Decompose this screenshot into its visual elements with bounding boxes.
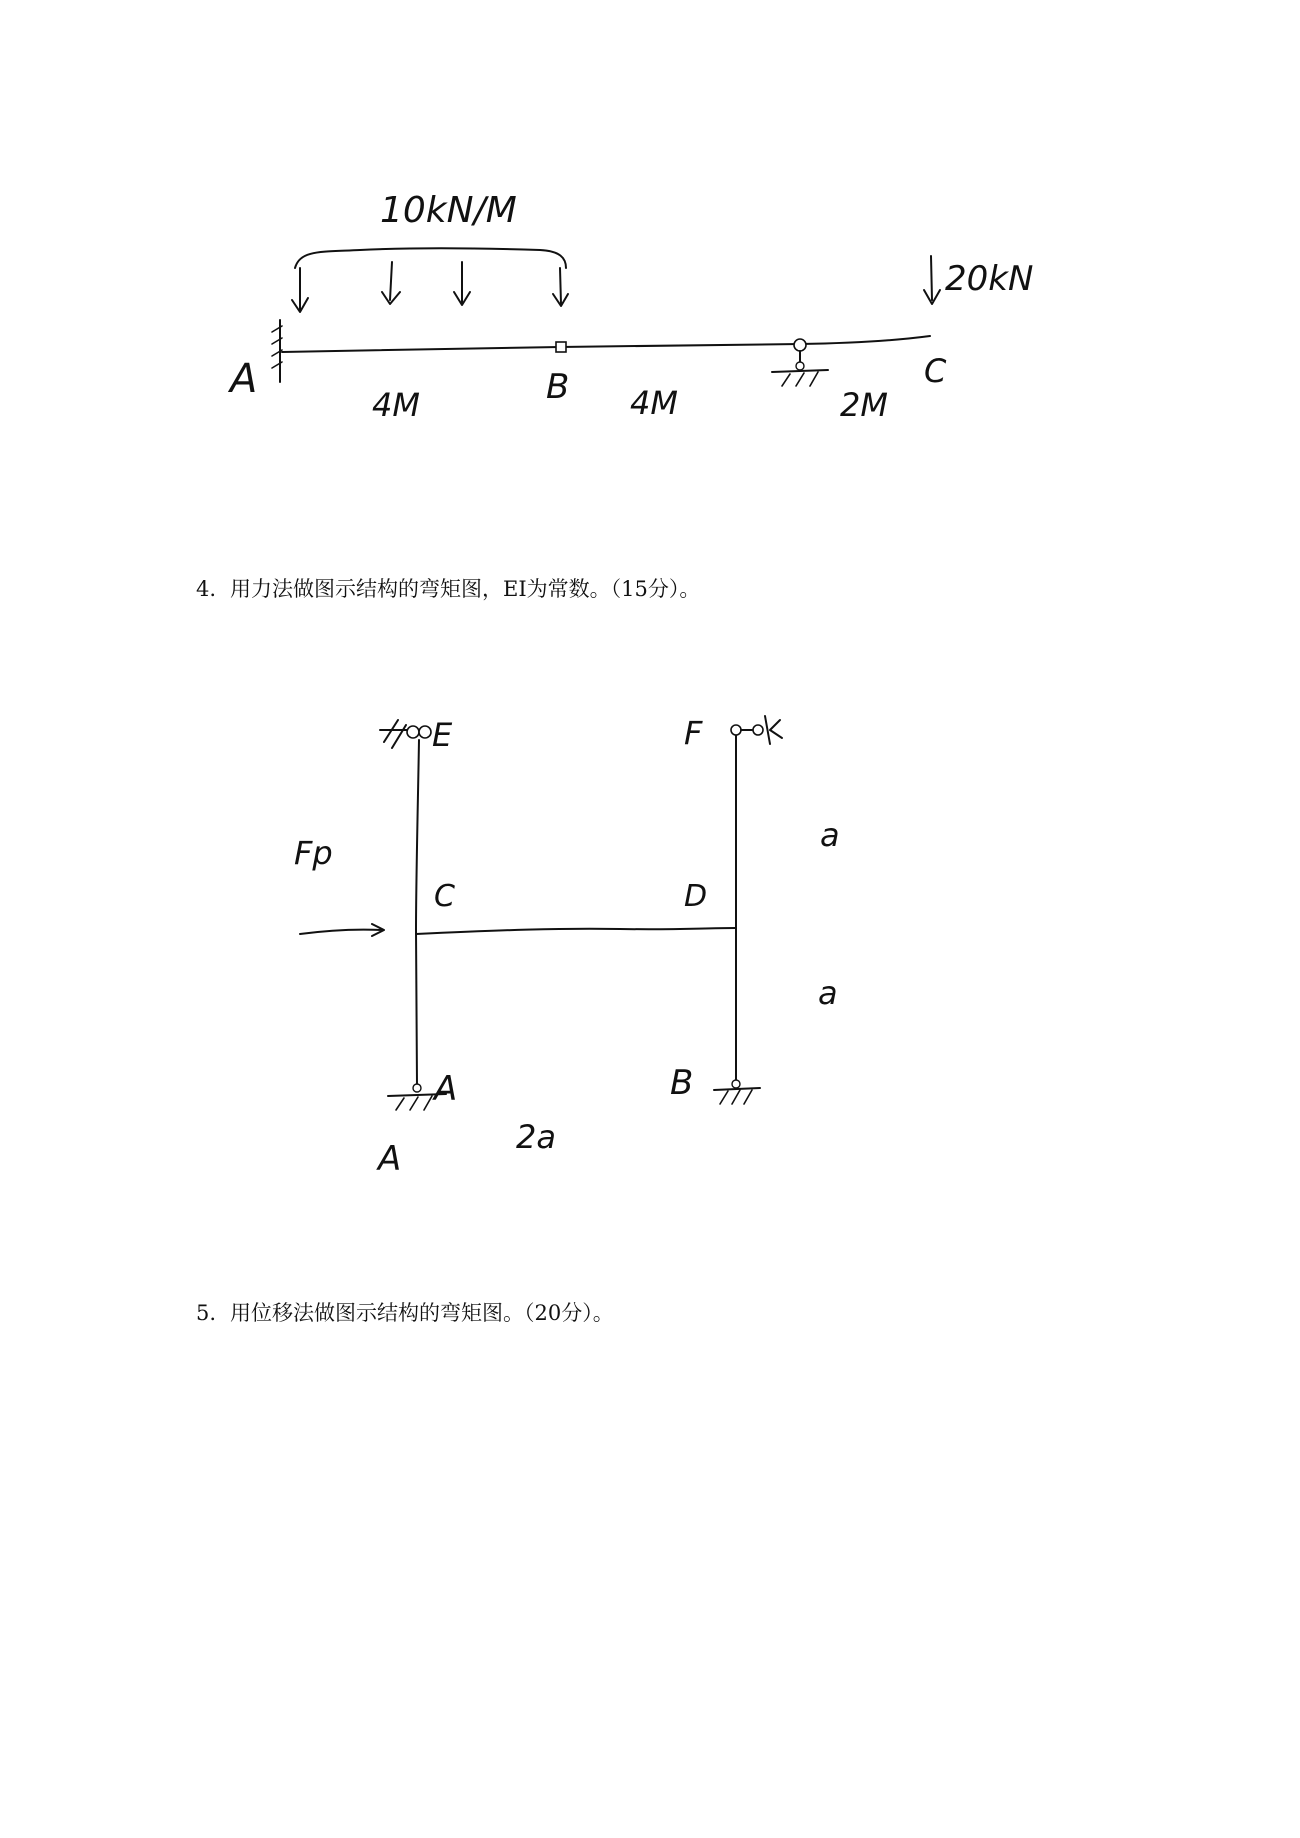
question-5-text: 用位移法做图示结构的弯矩图。（20分）。 <box>230 1301 614 1325</box>
node-a-label: A <box>434 1069 458 1109</box>
column-left-upper <box>416 740 419 930</box>
hinge-b <box>556 342 566 352</box>
height-upper-label: a <box>820 816 840 854</box>
beam-figure <box>0 0 1300 480</box>
point-b-label: B <box>546 367 570 407</box>
point-a-label: A <box>230 356 258 402</box>
node-b-label: B <box>670 1063 694 1103</box>
height-lower-label: a <box>818 974 838 1012</box>
force-label: Fp <box>294 834 333 872</box>
point-c-label: C <box>924 352 947 390</box>
support-f <box>731 716 782 744</box>
question-4-number: 4. <box>196 577 217 601</box>
node-f-label: F <box>684 714 703 752</box>
distributed-load-label: 10kN/M <box>380 190 517 231</box>
point-load-arrow <box>924 256 940 304</box>
question-4-text: 用力法做图示结构的弯矩图，EI为常数。（15分）。 <box>230 577 701 601</box>
distributed-load-bracket <box>295 248 566 268</box>
question-5-number: 5. <box>196 1301 217 1325</box>
question-5 <box>196 1297 614 1327</box>
support-e <box>380 720 431 748</box>
span-b-support-label: 4M <box>630 384 678 422</box>
width-label: 2a <box>516 1118 556 1156</box>
node-d-label: D <box>684 879 708 914</box>
node-c-label: C <box>434 879 455 914</box>
frame-figure <box>0 680 1300 1200</box>
force-arrow <box>300 924 384 936</box>
node-a-below-label: A <box>378 1139 402 1179</box>
column-left-lower <box>416 930 417 1085</box>
question-4 <box>196 573 700 603</box>
roller-support <box>772 339 828 386</box>
node-e-label: E <box>432 716 453 754</box>
beam-cd <box>416 928 736 934</box>
fixed-support-a <box>272 320 282 382</box>
span-ab-label: 4M <box>372 386 420 424</box>
distributed-load-arrows <box>292 262 568 312</box>
point-load-label: 20kN <box>945 259 1034 299</box>
support-b <box>714 1080 760 1104</box>
beam-line <box>282 336 930 352</box>
span-support-c-label: 2M <box>840 386 888 424</box>
